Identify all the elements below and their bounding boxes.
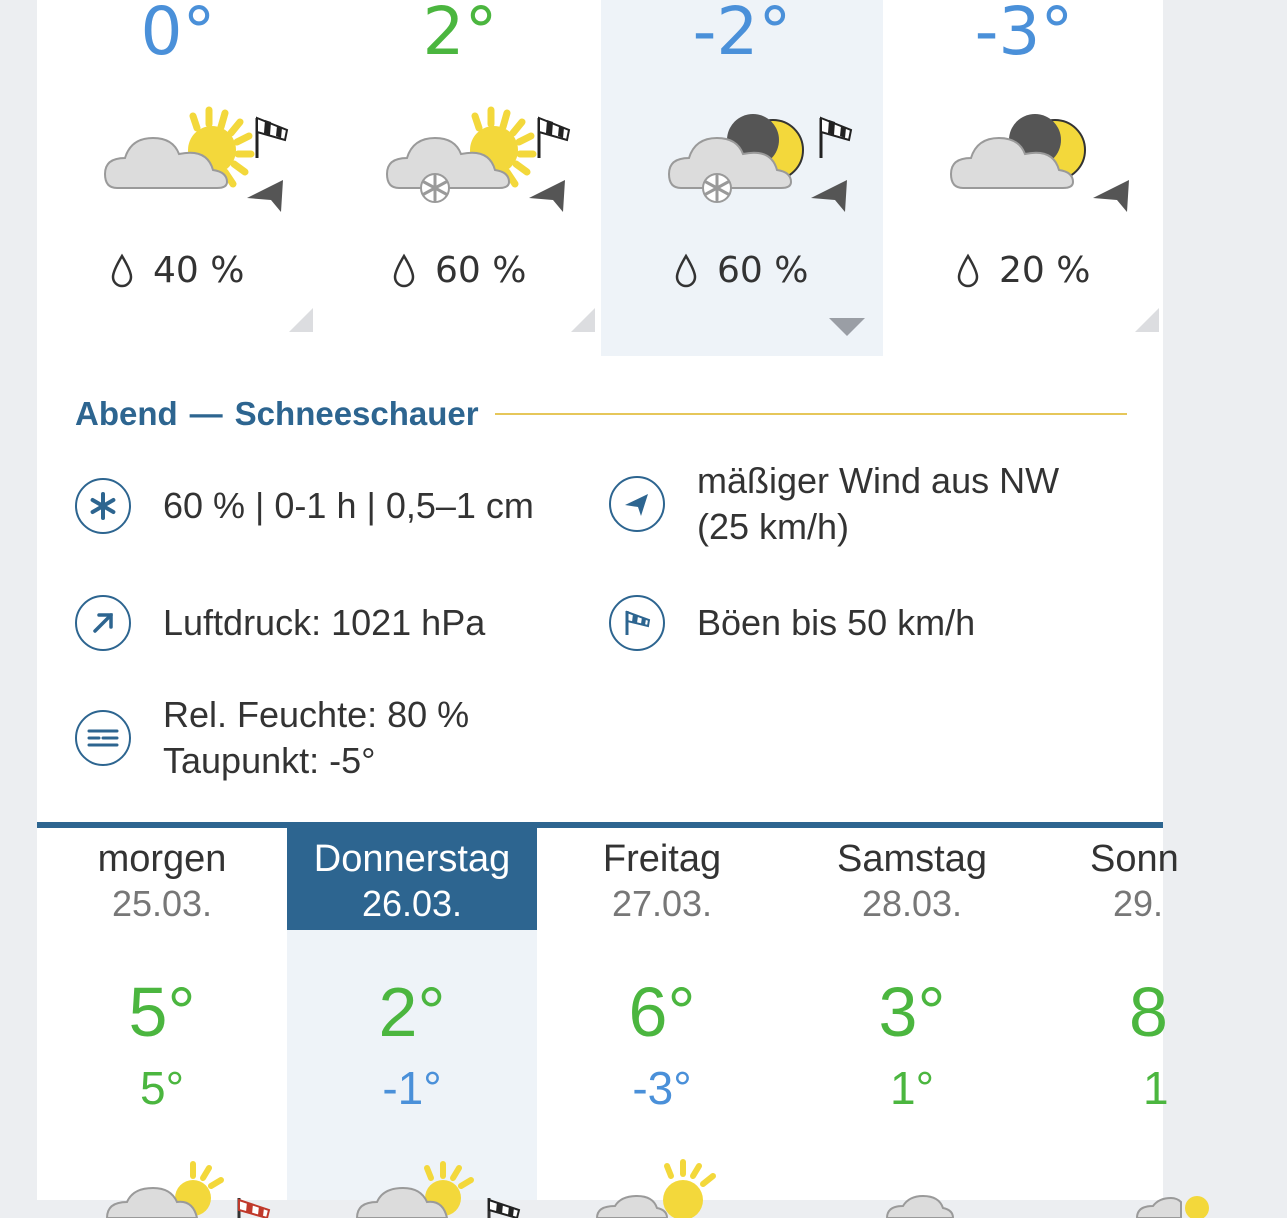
day-date: 26.03. [361,883,463,924]
day-name: morgen [97,838,227,880]
period-dash: — [189,395,223,432]
day-header [1037,828,1287,930]
cloud-moon-snow-icon [661,100,861,230]
snowflake-icon [75,478,131,534]
precip-value: 60 % [717,250,809,291]
cloud-sun-snow-icon [379,100,579,230]
snow-detail [75,478,534,534]
hourly-temp: -3° [974,0,1074,70]
day-date: 29. [1113,883,1164,924]
period-heading [75,392,479,436]
cloud-icon [847,1158,1027,1218]
day-header [537,828,787,930]
wind-direction-icon [609,476,665,532]
day-max-temp: 5° [128,973,196,1051]
pressure-text: Luftdruck: 1021 hPa [163,602,486,643]
cloud-moon-icon [943,100,1143,230]
gusts-detail [609,595,975,651]
dewpoint-text: Taupunkt: -5° [163,740,376,781]
day-column-2[interactable] [287,828,537,1200]
day-column-4[interactable] [787,828,1037,1200]
cloud-sun-icon [347,1158,527,1218]
day-min-temp: -3° [632,1062,692,1114]
precip-value: 60 % [435,250,527,291]
cloud-sun-icon [1107,1158,1287,1218]
period-name: Abend [75,395,178,432]
day-min-temp: 5° [140,1062,184,1114]
precip-value: 40 % [153,250,245,291]
day-max-temp: 3° [878,973,946,1051]
day-column-3[interactable] [537,828,787,1200]
humidity-detail [75,692,469,784]
raindrop-icon [673,253,699,289]
day-header [287,828,537,930]
expand-corner-icon[interactable] [571,308,595,332]
period-condition: Schneeschauer [234,395,479,432]
snow-detail-text: 60 % | 0-1 h | 0,5–1 cm [163,485,534,526]
day-min-temp: 1 [1143,1062,1169,1114]
wind-detail-line1: mäßiger Wind aus NW [697,460,1060,501]
raindrop-icon [955,253,981,289]
hourly-column-2[interactable] [319,0,601,356]
expand-corner-icon[interactable] [1135,308,1159,332]
day-name: Sonn [1090,838,1179,880]
day-max-temp: 2° [378,973,446,1051]
day-max-temp: 8 [1129,973,1168,1051]
day-min-temp: -1° [382,1062,442,1114]
day-min-temp: 1° [890,1062,934,1114]
period-divider [495,413,1127,415]
day-date: 27.03. [611,883,713,924]
hourly-column-1[interactable] [37,0,319,356]
hourly-temp: 0° [140,0,216,70]
precip-probability [391,250,526,291]
collapse-arrow-icon[interactable] [829,318,865,338]
gusts-text: Böen bis 50 km/h [697,602,976,643]
day-name: Freitag [602,838,722,880]
day-column-5[interactable] [1037,828,1287,1200]
sun-cloud-icon [597,1158,777,1218]
day-max-temp: 6° [628,973,696,1051]
fog-lines-icon [75,710,131,766]
day-name: Samstag [837,838,987,880]
day-column-1[interactable] [37,828,287,1200]
precip-probability [109,250,244,291]
hourly-temp: 2° [422,0,498,70]
precip-value: 20 % [999,250,1091,291]
hourly-column-3[interactable] [601,0,883,356]
pressure-arrow-icon [75,595,131,651]
day-date: 28.03. [861,883,963,924]
precip-probability [673,250,808,291]
precip-probability [955,250,1090,291]
wind-detail-line2: (25 km/h) [697,506,850,547]
hourly-column-4[interactable] [883,0,1165,356]
day-date: 25.03. [111,883,213,924]
windsock-icon [609,595,665,651]
raindrop-icon [391,253,417,289]
day-header [787,828,1037,930]
hourly-temp: -2° [692,0,792,70]
humidity-text: Rel. Feuchte: 80 % [163,694,470,735]
pressure-detail [75,595,485,651]
wind-detail [609,458,1059,550]
cloud-sun-icon [97,100,297,230]
expand-corner-icon[interactable] [289,308,313,332]
forecast-card [37,0,1179,1200]
day-header [37,828,287,930]
day-name: Donnerstag [313,838,511,880]
raindrop-icon [109,253,135,289]
cloud-sun-rain-icon [97,1158,277,1218]
